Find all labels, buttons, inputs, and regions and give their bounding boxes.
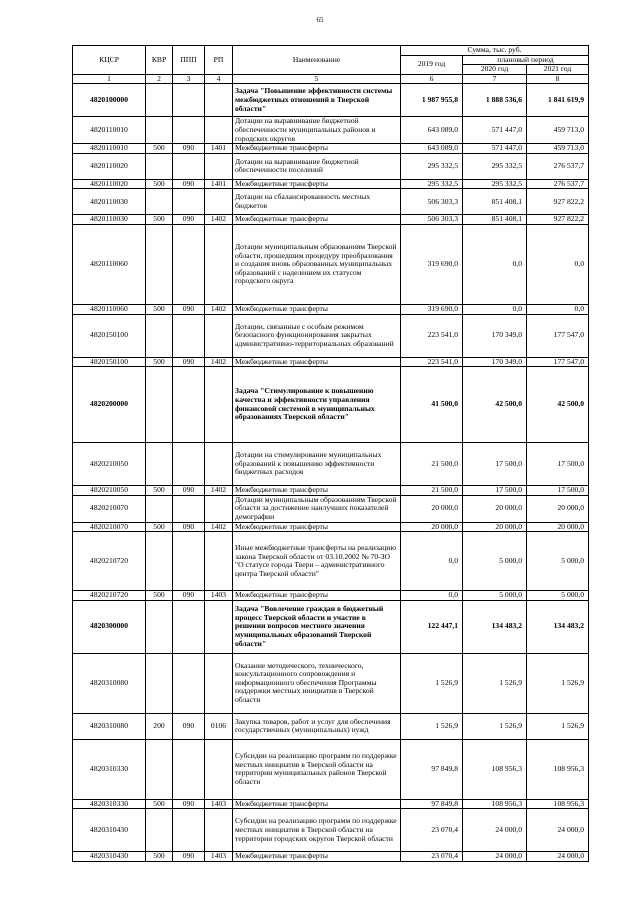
cell-kcsr: 4820110010	[73, 144, 146, 154]
cell-2019: 20 000,0	[401, 495, 463, 522]
table-row	[73, 357, 589, 367]
cell-2019: 643 089,0	[401, 144, 463, 154]
cell-ppp: 090	[173, 144, 205, 154]
cell-name: Межбюджетные трансферты	[233, 522, 401, 532]
cell-2021: 276 537,7	[527, 179, 589, 189]
cell-2020: 42 500,0	[463, 367, 527, 443]
cell-2020: 20 000,0	[463, 495, 527, 522]
cell-2020: 851 408,1	[463, 189, 527, 215]
cell-kvr: 200	[146, 713, 173, 739]
cell-2020: 108 956,3	[463, 739, 527, 799]
cell-kcsr: 4820310430	[73, 852, 146, 862]
cell-2019: 506 303,3	[401, 215, 463, 225]
budget-table	[72, 45, 589, 862]
cell-kcsr: 4820110010	[73, 117, 146, 144]
header-num: 3	[173, 74, 205, 84]
cell-ppp: 090	[173, 357, 205, 367]
cell-kvr: 500	[146, 144, 173, 154]
cell-kcsr: 4820310330	[73, 799, 146, 809]
page-number: 65	[316, 16, 324, 24]
cell-2021: 24 000,0	[527, 809, 589, 852]
table-row	[73, 117, 589, 144]
cell-kcsr: 4820310330	[73, 739, 146, 799]
cell-2020: 17 500,0	[463, 486, 527, 496]
cell-name: Дотации, связанные с особым режимом безопасного функционирования закрытых административно-территориальных образований	[233, 314, 401, 357]
cell-kcsr: 4820210720	[73, 532, 146, 591]
cell-2019: 0,0	[401, 532, 463, 591]
cell-2019: 23 070,4	[401, 809, 463, 852]
cell-rp	[205, 532, 233, 591]
table-row	[73, 591, 589, 601]
cell-ppp	[173, 443, 205, 486]
table-row	[73, 713, 589, 739]
cell-2020: 5 000,0	[463, 532, 527, 591]
cell-ppp	[173, 739, 205, 799]
header-num: 8	[527, 74, 589, 84]
cell-2020: 295 332,5	[463, 153, 527, 179]
header-kvr: КВР	[146, 46, 173, 75]
cell-2019: 41 500,0	[401, 367, 463, 443]
cell-name: Межбюджетные трансферты	[233, 179, 401, 189]
cell-2021: 1 841 619,9	[527, 84, 589, 117]
header-ppp: ППП	[173, 46, 205, 75]
cell-rp	[205, 84, 233, 117]
cell-2020: 295 332,5	[463, 179, 527, 189]
cell-kcsr: 4820150100	[73, 357, 146, 367]
header-num: 6	[401, 74, 463, 84]
cell-2019: 223 541,0	[401, 357, 463, 367]
cell-name: Межбюджетные трансферты	[233, 852, 401, 862]
cell-2021: 108 956,3	[527, 739, 589, 799]
cell-2021: 5 000,0	[527, 532, 589, 591]
cell-kvr	[146, 809, 173, 852]
cell-name: Закупка товаров, работ и услуг для обеспечения государственных (муниципальных) нужд	[233, 713, 401, 739]
cell-rp: 1401	[205, 144, 233, 154]
header-year-2020: 2020 год	[463, 65, 527, 75]
cell-2019: 20 000,0	[401, 522, 463, 532]
cell-rp: 1403	[205, 799, 233, 809]
cell-name: Дотации муниципальным образованиям Тверской области за достижение наилучших показателей демографии	[233, 495, 401, 522]
cell-kcsr: 4820310430	[73, 809, 146, 852]
table-row	[73, 189, 589, 215]
header-rp: РП	[205, 46, 233, 75]
cell-kcsr: 4820210070	[73, 522, 146, 532]
cell-kcsr: 4820100000	[73, 84, 146, 117]
cell-kcsr: 4820110060	[73, 224, 146, 304]
cell-rp: 1402	[205, 215, 233, 225]
cell-rp: 1403	[205, 852, 233, 862]
cell-rp: 1402	[205, 357, 233, 367]
cell-2019: 319 690,0	[401, 304, 463, 314]
cell-kcsr: 4820300000	[73, 600, 146, 653]
table-row	[73, 532, 589, 591]
cell-ppp	[173, 84, 205, 117]
cell-name: Дотации муниципальным образованиям Тверской области, прошедшим процедуру преобразования и создания вновь образованных муниципальных образований с наделением их статусом городского округа	[233, 224, 401, 304]
cell-rp: 1402	[205, 304, 233, 314]
cell-rp	[205, 367, 233, 443]
cell-rp	[205, 443, 233, 486]
cell-2020: 24 000,0	[463, 809, 527, 852]
cell-kcsr: 4820200000	[73, 367, 146, 443]
cell-kvr	[146, 153, 173, 179]
cell-kvr	[146, 189, 173, 215]
cell-rp: 1403	[205, 591, 233, 601]
cell-name: Оказание методического, технического, консультационного сопровождения и информационного обеспечения Программы поддержки местных инициатив в Тверской области	[233, 653, 401, 713]
cell-kvr	[146, 653, 173, 713]
cell-kvr: 500	[146, 215, 173, 225]
table-row	[73, 799, 589, 809]
table-row	[73, 215, 589, 225]
cell-kvr: 500	[146, 852, 173, 862]
cell-2020: 5 000,0	[463, 591, 527, 601]
cell-name: Межбюджетные трансферты	[233, 799, 401, 809]
cell-name: Задача "Стимулирование к повышению качества и эффективности управления финансовой системой в муниципальных образованиях Тверской области"	[233, 367, 401, 443]
cell-ppp	[173, 532, 205, 591]
cell-2021: 459 713,0	[527, 144, 589, 154]
cell-2020: 851 408,1	[463, 215, 527, 225]
cell-name: Межбюджетные трансферты	[233, 357, 401, 367]
cell-name: Субсидии на реализацию программ по поддержке местных инициатив в Тверской области на территории муниципальных районов Тверской области	[233, 739, 401, 799]
cell-ppp	[173, 224, 205, 304]
cell-2021: 1 526,9	[527, 653, 589, 713]
header-sum: Сумма, тыс. руб.	[401, 46, 589, 56]
cell-name: Межбюджетные трансферты	[233, 304, 401, 314]
cell-2021: 17 500,0	[527, 443, 589, 486]
cell-kvr	[146, 495, 173, 522]
cell-rp: 1401	[205, 179, 233, 189]
cell-rp	[205, 653, 233, 713]
cell-2020: 24 000,0	[463, 852, 527, 862]
header-num: 7	[463, 74, 527, 84]
cell-kvr	[146, 314, 173, 357]
cell-ppp: 090	[173, 591, 205, 601]
cell-2019: 21 500,0	[401, 443, 463, 486]
cell-kvr	[146, 443, 173, 486]
cell-name: Задача "Вовлечение граждан в бюджетный процесс Тверской области и участие в решении вопросов местного значения муниципальных образований Тверской области"	[233, 600, 401, 653]
cell-kvr: 500	[146, 522, 173, 532]
cell-kcsr: 4820210070	[73, 495, 146, 522]
table-row	[73, 486, 589, 496]
cell-2021: 459 713,0	[527, 117, 589, 144]
header-num: 4	[205, 74, 233, 84]
cell-2019: 223 541,0	[401, 314, 463, 357]
cell-rp	[205, 809, 233, 852]
cell-rp	[205, 314, 233, 357]
header-year-2021: 2021 год	[527, 65, 589, 75]
cell-rp	[205, 739, 233, 799]
cell-kvr	[146, 600, 173, 653]
cell-rp: 1402	[205, 486, 233, 496]
table-row	[73, 653, 589, 713]
header-plan-period: плановый период	[463, 55, 589, 65]
header-name: Наименование	[233, 46, 401, 75]
cell-kcsr: 4820210050	[73, 443, 146, 486]
table-row	[73, 809, 589, 852]
cell-kcsr: 4820110030	[73, 215, 146, 225]
cell-kvr: 500	[146, 799, 173, 809]
cell-name: Межбюджетные трансферты	[233, 215, 401, 225]
cell-ppp: 090	[173, 799, 205, 809]
cell-ppp	[173, 653, 205, 713]
cell-ppp: 090	[173, 179, 205, 189]
table-row	[73, 224, 589, 304]
cell-2021: 20 000,0	[527, 522, 589, 532]
cell-2020: 1 526,9	[463, 713, 527, 739]
cell-name: Субсидии на реализацию программ по поддержке местных инициатив в Тверской области на территории городских округов Тверской области	[233, 809, 401, 852]
cell-kvr: 500	[146, 591, 173, 601]
table-body	[73, 84, 589, 862]
cell-2019: 0,0	[401, 591, 463, 601]
table-row	[73, 367, 589, 443]
cell-2021: 0,0	[527, 224, 589, 304]
cell-kvr	[146, 84, 173, 117]
cell-rp	[205, 117, 233, 144]
cell-ppp	[173, 314, 205, 357]
cell-rp	[205, 495, 233, 522]
cell-2020: 0,0	[463, 304, 527, 314]
cell-ppp: 090	[173, 304, 205, 314]
cell-2020: 108 956,3	[463, 799, 527, 809]
cell-2021: 177 547,0	[527, 314, 589, 357]
cell-ppp	[173, 117, 205, 144]
cell-kvr	[146, 224, 173, 304]
cell-2019: 23 070,4	[401, 852, 463, 862]
cell-2021: 108 956,3	[527, 799, 589, 809]
table-row	[73, 84, 589, 117]
cell-2021: 276 537,7	[527, 153, 589, 179]
cell-2020: 0,0	[463, 224, 527, 304]
table-row	[73, 443, 589, 486]
cell-2019: 21 500,0	[401, 486, 463, 496]
table-row	[73, 600, 589, 653]
cell-name: Иные межбюджетные трансферты на реализацию закона Тверской области от 03.10.2002 № 70-ЗО "О статусе города Твери – административного центра Тверской области"	[233, 532, 401, 591]
cell-2019: 295 332,5	[401, 179, 463, 189]
cell-kvr: 500	[146, 304, 173, 314]
cell-2020: 170 349,0	[463, 314, 527, 357]
cell-ppp: 090	[173, 215, 205, 225]
cell-rp: 0106	[205, 713, 233, 739]
header-num: 2	[146, 74, 173, 84]
cell-2021: 1 526,9	[527, 713, 589, 739]
cell-2021: 42 500,0	[527, 367, 589, 443]
cell-name: Межбюджетные трансферты	[233, 144, 401, 154]
cell-rp	[205, 600, 233, 653]
cell-kvr: 500	[146, 486, 173, 496]
cell-name: Дотации на сбалансированность местных бюджетов	[233, 189, 401, 215]
cell-ppp	[173, 367, 205, 443]
cell-2021: 20 000,0	[527, 495, 589, 522]
header-year-2019: 2019 год	[401, 55, 463, 74]
cell-ppp	[173, 189, 205, 215]
cell-2019: 97 849,8	[401, 799, 463, 809]
cell-2020: 20 000,0	[463, 522, 527, 532]
cell-ppp: 090	[173, 486, 205, 496]
cell-2020: 170 349,0	[463, 357, 527, 367]
cell-2019: 1 526,9	[401, 653, 463, 713]
cell-2019: 1 526,9	[401, 713, 463, 739]
header-num: 1	[73, 74, 146, 84]
table-row	[73, 495, 589, 522]
header-kcsr: КЦСР	[73, 46, 146, 75]
cell-name: Дотации на стимулирование муниципальных образований к повышению эффективности бюджетных расходов	[233, 443, 401, 486]
cell-rp	[205, 189, 233, 215]
table-row	[73, 153, 589, 179]
table-row	[73, 852, 589, 862]
cell-kcsr: 4820150100	[73, 314, 146, 357]
cell-2021: 927 822,2	[527, 189, 589, 215]
table-row	[73, 144, 589, 154]
cell-ppp: 090	[173, 522, 205, 532]
cell-2021: 5 000,0	[527, 591, 589, 601]
cell-kcsr: 4820210050	[73, 486, 146, 496]
cell-2021: 24 000,0	[527, 852, 589, 862]
cell-2019: 506 303,3	[401, 189, 463, 215]
cell-ppp	[173, 495, 205, 522]
cell-2021: 927 822,2	[527, 215, 589, 225]
cell-kvr	[146, 117, 173, 144]
cell-kcsr: 4820210720	[73, 591, 146, 601]
cell-name: Межбюджетные трансферты	[233, 591, 401, 601]
cell-2019: 295 332,5	[401, 153, 463, 179]
cell-kvr: 500	[146, 357, 173, 367]
table-row	[73, 314, 589, 357]
cell-kvr	[146, 532, 173, 591]
cell-kcsr: 4820110020	[73, 153, 146, 179]
cell-2021: 17 500,0	[527, 486, 589, 496]
table-row	[73, 739, 589, 799]
cell-name: Задача "Повышение эффективности системы межбюджетных отношений в Тверской области"	[233, 84, 401, 117]
cell-2020: 17 500,0	[463, 443, 527, 486]
cell-kcsr: 4820110060	[73, 304, 146, 314]
table-row	[73, 304, 589, 314]
cell-2020: 1 526,9	[463, 653, 527, 713]
table-row	[73, 179, 589, 189]
cell-kvr	[146, 367, 173, 443]
cell-2020: 571 447,0	[463, 144, 527, 154]
cell-ppp	[173, 153, 205, 179]
cell-ppp: 090	[173, 713, 205, 739]
cell-kcsr: 4820110030	[73, 189, 146, 215]
cell-name: Дотации на выравнивание бюджетной обеспеченности муниципальных районов и городских округов	[233, 117, 401, 144]
cell-2019: 643 089,0	[401, 117, 463, 144]
cell-2019: 97 849,8	[401, 739, 463, 799]
cell-ppp	[173, 809, 205, 852]
cell-2019: 319 690,0	[401, 224, 463, 304]
cell-rp	[205, 224, 233, 304]
cell-2020: 571 447,0	[463, 117, 527, 144]
cell-kvr: 500	[146, 179, 173, 189]
cell-ppp: 090	[173, 852, 205, 862]
cell-name: Межбюджетные трансферты	[233, 486, 401, 496]
cell-kvr	[146, 739, 173, 799]
cell-rp	[205, 153, 233, 179]
cell-2020: 134 483,2	[463, 600, 527, 653]
cell-rp: 1402	[205, 522, 233, 532]
cell-2019: 1 987 955,8	[401, 84, 463, 117]
table-row	[73, 522, 589, 532]
cell-kcsr: 4820110020	[73, 179, 146, 189]
cell-kcsr: 4820310080	[73, 653, 146, 713]
cell-name: Дотации на выравнивание бюджетной обеспеченности поселений	[233, 153, 401, 179]
cell-ppp	[173, 600, 205, 653]
cell-2019: 122 447,1	[401, 600, 463, 653]
cell-kcsr: 4820310080	[73, 713, 146, 739]
cell-2021: 0,0	[527, 304, 589, 314]
header-num: 5	[233, 74, 401, 84]
cell-2021: 134 483,2	[527, 600, 589, 653]
cell-2020: 1 888 536,6	[463, 84, 527, 117]
cell-2021: 177 547,0	[527, 357, 589, 367]
